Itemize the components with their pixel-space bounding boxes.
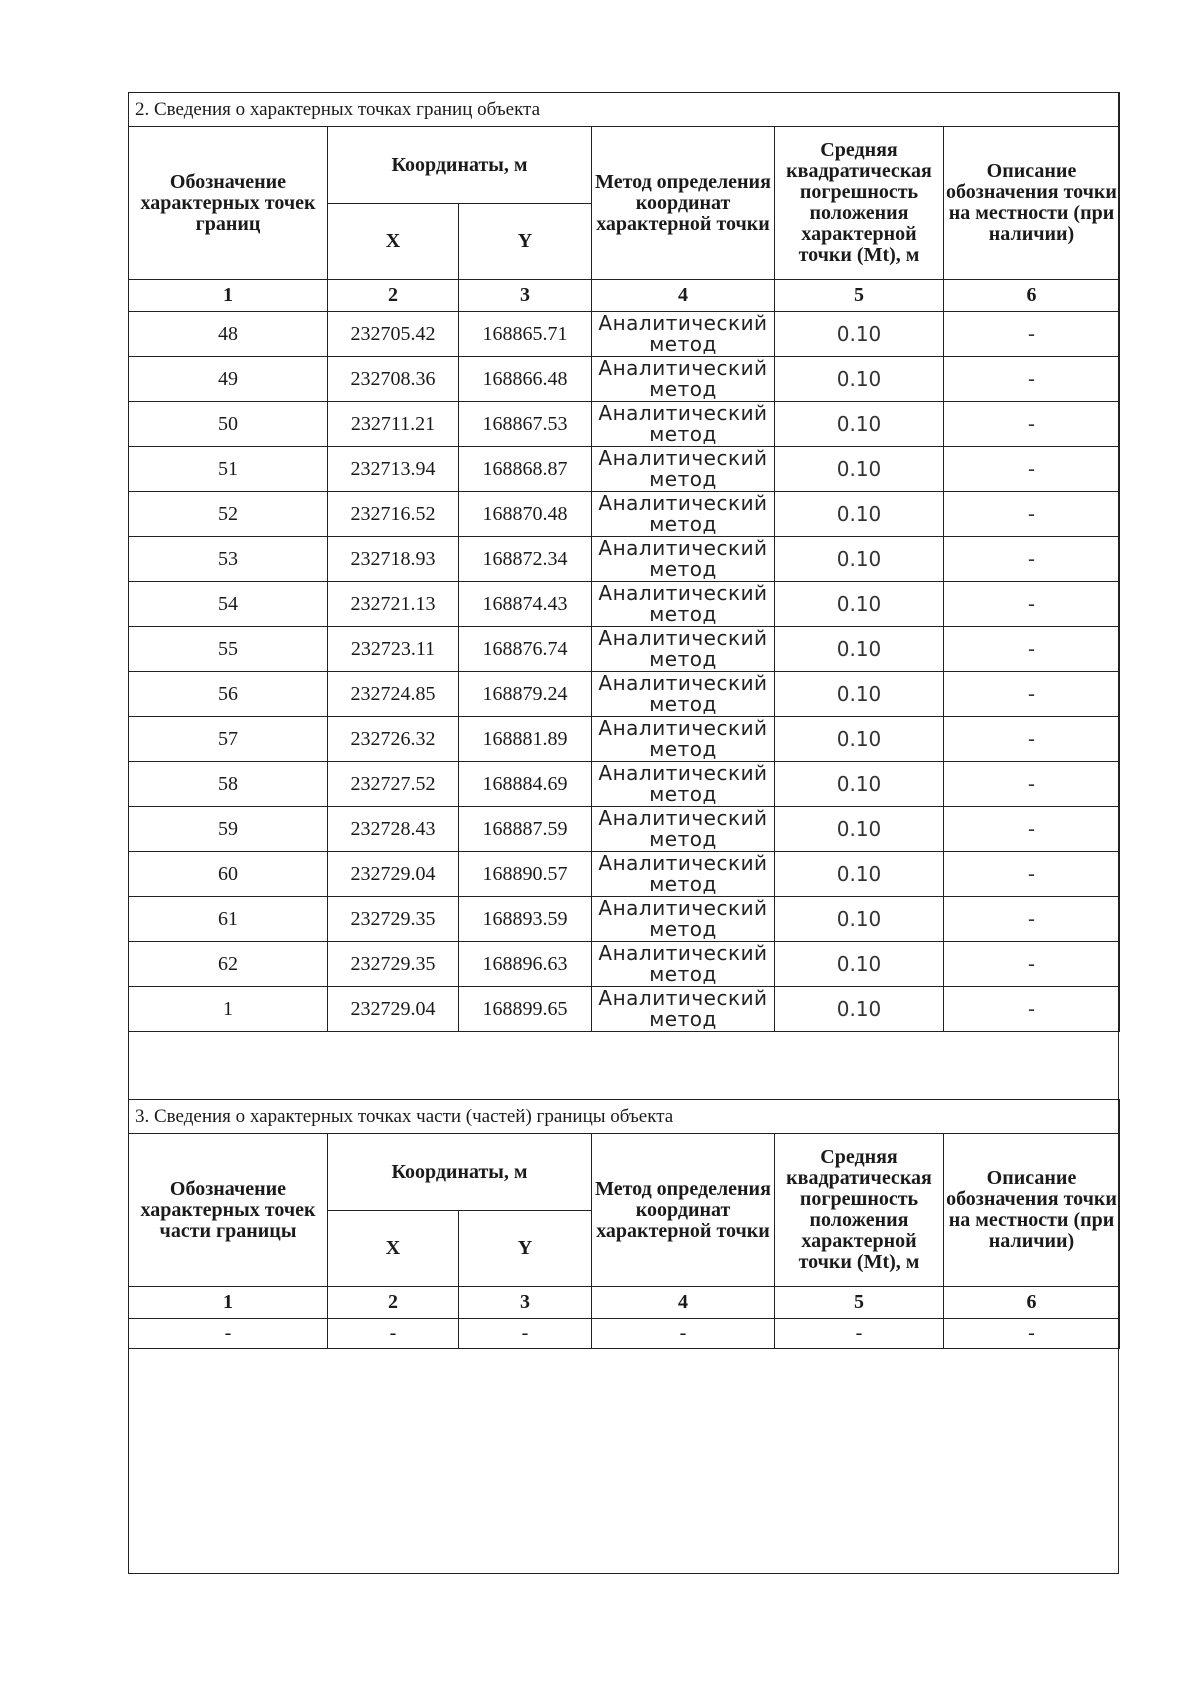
x-coordinate-cell: 232727.52 <box>328 762 459 807</box>
table-row <box>129 897 1120 942</box>
x-coordinate-cell: 232716.52 <box>328 492 459 537</box>
y-coordinate-cell: - <box>459 1319 592 1349</box>
point-cell: 51 <box>129 447 328 492</box>
method-cell: Аналитический метод <box>592 492 775 537</box>
x-coordinate-cell: 232729.35 <box>328 897 459 942</box>
y-coordinate-cell: 168876.74 <box>459 627 592 672</box>
header-coordinates: Координаты, м <box>328 127 592 204</box>
table-row <box>129 447 1120 492</box>
point-cell: 57 <box>129 717 328 762</box>
error-cell: 0.10 <box>775 762 944 807</box>
description-cell: - <box>944 717 1120 762</box>
y-coordinate-cell: 168868.87 <box>459 447 592 492</box>
error-cell: 0.10 <box>775 537 944 582</box>
error-cell: 0.10 <box>775 807 944 852</box>
header-error: Средняя квадратическая погрешность положения характерной точки (Mt), м <box>775 127 944 280</box>
header-x: X <box>328 1211 459 1287</box>
error-cell: 0.10 <box>775 447 944 492</box>
description-cell: - <box>944 447 1120 492</box>
table-row <box>129 852 1120 897</box>
y-coordinate-cell: 168884.69 <box>459 762 592 807</box>
column-number: 5 <box>775 1287 944 1319</box>
method-cell: Аналитический метод <box>592 537 775 582</box>
x-coordinate-cell: 232729.04 <box>328 987 459 1032</box>
table-row <box>129 402 1120 447</box>
point-cell: 54 <box>129 582 328 627</box>
point-cell: 49 <box>129 357 328 402</box>
y-coordinate-cell: 168874.43 <box>459 582 592 627</box>
table-row <box>129 492 1120 537</box>
error-cell: 0.10 <box>775 672 944 717</box>
method-cell: Аналитический метод <box>592 852 775 897</box>
point-cell: 53 <box>129 537 328 582</box>
column-number: 6 <box>944 1287 1120 1319</box>
column-number: 2 <box>328 1287 459 1319</box>
table-row <box>129 357 1120 402</box>
method-cell: Аналитический метод <box>592 942 775 987</box>
description-cell: - <box>944 807 1120 852</box>
column-number: 6 <box>944 280 1120 312</box>
y-coordinate-cell: 168899.65 <box>459 987 592 1032</box>
table-row <box>129 627 1120 672</box>
x-coordinate-cell: 232721.13 <box>328 582 459 627</box>
method-cell: Аналитический метод <box>592 627 775 672</box>
y-coordinate-cell: 168872.34 <box>459 537 592 582</box>
description-cell: - <box>944 582 1120 627</box>
section3-rows <box>129 1319 1120 1349</box>
description-cell: - <box>944 627 1120 672</box>
header-coordinates: Координаты, м <box>328 1134 592 1211</box>
point-cell: 50 <box>129 402 328 447</box>
column-number: 3 <box>459 280 592 312</box>
point-cell: 59 <box>129 807 328 852</box>
error-cell: 0.10 <box>775 357 944 402</box>
table-row <box>129 1319 1120 1349</box>
y-coordinate-cell: 168896.63 <box>459 942 592 987</box>
x-coordinate-cell: 232711.21 <box>328 402 459 447</box>
description-cell: - <box>944 402 1120 447</box>
y-coordinate-cell: 168881.89 <box>459 717 592 762</box>
description-cell: - <box>944 312 1120 357</box>
table-row <box>129 582 1120 627</box>
description-cell: - <box>944 492 1120 537</box>
error-cell: 0.10 <box>775 717 944 762</box>
method-cell: Аналитический метод <box>592 897 775 942</box>
point-cell: 61 <box>129 897 328 942</box>
x-coordinate-cell: - <box>328 1319 459 1349</box>
table-row <box>129 672 1120 717</box>
x-coordinate-cell: 232705.42 <box>328 312 459 357</box>
error-cell: 0.10 <box>775 627 944 672</box>
description-cell: - <box>944 942 1120 987</box>
point-cell: 52 <box>129 492 328 537</box>
point-cell: 55 <box>129 627 328 672</box>
x-coordinate-cell: 232728.43 <box>328 807 459 852</box>
section3-table <box>128 1099 1120 1349</box>
method-cell: Аналитический метод <box>592 447 775 492</box>
error-cell: - <box>775 1319 944 1349</box>
y-coordinate-cell: 168865.71 <box>459 312 592 357</box>
method-cell: - <box>592 1319 775 1349</box>
x-coordinate-cell: 232729.04 <box>328 852 459 897</box>
error-cell: 0.10 <box>775 942 944 987</box>
method-cell: Аналитический метод <box>592 357 775 402</box>
error-cell: 0.10 <box>775 987 944 1032</box>
section2-table <box>128 92 1120 1032</box>
section2-title: 2. Сведения о характерных точках границ объекта <box>129 93 1120 127</box>
header-error: Средняя квадратическая погрешность положения характерной точки (Mt), м <box>775 1134 944 1287</box>
description-cell: - <box>944 357 1120 402</box>
method-cell: Аналитический метод <box>592 312 775 357</box>
column-number: 5 <box>775 280 944 312</box>
point-cell: 56 <box>129 672 328 717</box>
description-cell: - <box>944 672 1120 717</box>
y-coordinate-cell: 168879.24 <box>459 672 592 717</box>
y-coordinate-cell: 168893.59 <box>459 897 592 942</box>
section3-title: 3. Сведения о характерных точках части (частей) границы объекта <box>129 1100 1120 1134</box>
y-coordinate-cell: 168887.59 <box>459 807 592 852</box>
x-coordinate-cell: 232726.32 <box>328 717 459 762</box>
x-coordinate-cell: 232718.93 <box>328 537 459 582</box>
table-row <box>129 312 1120 357</box>
header-y: Y <box>459 204 592 280</box>
x-coordinate-cell: 232708.36 <box>328 357 459 402</box>
table-row <box>129 717 1120 762</box>
description-cell: - <box>944 537 1120 582</box>
column-number: 4 <box>592 1287 775 1319</box>
table-row <box>129 942 1120 987</box>
description-cell: - <box>944 762 1120 807</box>
column-number: 1 <box>129 280 328 312</box>
error-cell: 0.10 <box>775 897 944 942</box>
header-x: X <box>328 204 459 280</box>
table-row <box>129 807 1120 852</box>
header-y: Y <box>459 1211 592 1287</box>
description-cell: - <box>944 897 1120 942</box>
header-designation: Обозначение характерных точек границ <box>129 127 328 280</box>
description-cell: - <box>944 1319 1120 1349</box>
method-cell: Аналитический метод <box>592 402 775 447</box>
column-number: 4 <box>592 280 775 312</box>
point-cell: 1 <box>129 987 328 1032</box>
header-method: Метод определения координат характерной точки <box>592 1134 775 1287</box>
error-cell: 0.10 <box>775 852 944 897</box>
y-coordinate-cell: 168890.57 <box>459 852 592 897</box>
method-cell: Аналитический метод <box>592 987 775 1032</box>
header-description: Описание обозначения точки на местности (при наличии) <box>944 127 1120 280</box>
column-number: 1 <box>129 1287 328 1319</box>
point-cell: 62 <box>129 942 328 987</box>
column-number: 2 <box>328 280 459 312</box>
method-cell: Аналитический метод <box>592 717 775 762</box>
y-coordinate-cell: 168867.53 <box>459 402 592 447</box>
method-cell: Аналитический метод <box>592 672 775 717</box>
error-cell: 0.10 <box>775 492 944 537</box>
x-coordinate-cell: 232723.11 <box>328 627 459 672</box>
method-cell: Аналитический метод <box>592 582 775 627</box>
section2-rows <box>129 312 1120 1032</box>
table-row <box>129 537 1120 582</box>
header-method: Метод определения координат характерной точки <box>592 127 775 280</box>
header-designation: Обозначение характерных точек части границы <box>129 1134 328 1287</box>
x-coordinate-cell: 232724.85 <box>328 672 459 717</box>
error-cell: 0.10 <box>775 582 944 627</box>
x-coordinate-cell: 232713.94 <box>328 447 459 492</box>
y-coordinate-cell: 168866.48 <box>459 357 592 402</box>
table-row <box>129 762 1120 807</box>
x-coordinate-cell: 232729.35 <box>328 942 459 987</box>
error-cell: 0.10 <box>775 402 944 447</box>
table-row <box>129 987 1120 1032</box>
point-cell: 48 <box>129 312 328 357</box>
y-coordinate-cell: 168870.48 <box>459 492 592 537</box>
column-number: 3 <box>459 1287 592 1319</box>
error-cell: 0.10 <box>775 312 944 357</box>
method-cell: Аналитический метод <box>592 762 775 807</box>
point-cell: 58 <box>129 762 328 807</box>
method-cell: Аналитический метод <box>592 807 775 852</box>
point-cell: - <box>129 1319 328 1349</box>
point-cell: 60 <box>129 852 328 897</box>
header-description: Описание обозначения точки на местности (при наличии) <box>944 1134 1120 1287</box>
description-cell: - <box>944 852 1120 897</box>
description-cell: - <box>944 987 1120 1032</box>
